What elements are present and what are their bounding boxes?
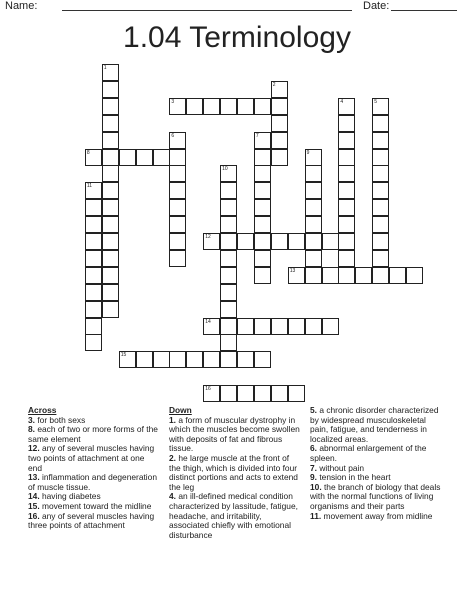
crossword-cell[interactable] bbox=[169, 199, 186, 216]
crossword-cell[interactable] bbox=[271, 132, 288, 149]
crossword-cell[interactable] bbox=[372, 233, 389, 250]
crossword-cell[interactable] bbox=[288, 233, 305, 250]
crossword-cell[interactable] bbox=[169, 149, 186, 166]
down-clue: 2. he large muscle at the front of the thigh, which is divided into four distinct portions and acts to extend the leg bbox=[169, 452, 298, 492]
down-heading: Down bbox=[169, 405, 192, 415]
crossword-cell[interactable] bbox=[322, 267, 339, 284]
crossword-cell[interactable] bbox=[406, 267, 423, 284]
crossword-cell[interactable] bbox=[85, 318, 102, 335]
crossword-cell[interactable] bbox=[85, 284, 102, 301]
crossword-cell[interactable] bbox=[322, 233, 339, 250]
crossword-cell[interactable] bbox=[372, 250, 389, 267]
down-clue: 6. abnormal enlargement of the spleen. bbox=[310, 443, 427, 463]
crossword-cell[interactable] bbox=[271, 318, 288, 335]
crossword-cell[interactable] bbox=[220, 216, 237, 233]
crossword-cell[interactable] bbox=[305, 250, 322, 267]
crossword-cell[interactable] bbox=[254, 318, 271, 335]
crossword-cell[interactable] bbox=[271, 115, 288, 132]
crossword-cell[interactable] bbox=[102, 98, 119, 115]
crossword-cell[interactable] bbox=[85, 301, 102, 318]
crossword-cell[interactable] bbox=[203, 233, 220, 250]
crossword-cell[interactable] bbox=[254, 233, 271, 250]
crossword-cell[interactable] bbox=[288, 318, 305, 335]
crossword-cell[interactable] bbox=[355, 267, 372, 284]
clue-number: 8 bbox=[86, 149, 90, 156]
crossword-cell[interactable] bbox=[271, 98, 288, 115]
crossword-cell[interactable] bbox=[305, 318, 322, 335]
crossword-cell[interactable] bbox=[271, 385, 288, 402]
clue-number: 1 bbox=[103, 65, 107, 71]
down-clues-col1 bbox=[169, 406, 300, 540]
crossword-cell[interactable] bbox=[338, 199, 355, 216]
crossword-cell[interactable] bbox=[237, 98, 254, 115]
crossword-cell[interactable] bbox=[169, 233, 186, 250]
clue-number: 2 bbox=[272, 81, 276, 88]
crossword-cell[interactable] bbox=[169, 132, 186, 149]
crossword-cell[interactable] bbox=[102, 301, 119, 318]
crossword-cell[interactable] bbox=[288, 267, 305, 284]
crossword-cell[interactable] bbox=[372, 182, 389, 199]
crossword-cell[interactable] bbox=[102, 149, 119, 166]
across-clue: 15. movement toward the midline bbox=[28, 500, 152, 511]
crossword-cell[interactable] bbox=[271, 149, 288, 166]
down-clue: 11. movement away from midline bbox=[310, 510, 433, 521]
crossword-cell[interactable] bbox=[322, 318, 339, 335]
crossword-cell[interactable] bbox=[338, 98, 355, 115]
crossword-cell[interactable] bbox=[85, 149, 102, 166]
crossword-cell[interactable] bbox=[119, 351, 136, 368]
crossword-cell[interactable] bbox=[338, 233, 355, 250]
down-clue: 4. an ill-defined medical condition characterized by lassitude, fatigue, headache, and irritability, associated chiefly with emotional disturbance bbox=[169, 491, 298, 540]
crossword-cell[interactable] bbox=[271, 81, 288, 98]
crossword-cell[interactable] bbox=[254, 351, 271, 368]
crossword-cell[interactable] bbox=[85, 334, 102, 351]
down-clue: 9. tension in the heart bbox=[310, 472, 391, 483]
crossword-cell[interactable] bbox=[220, 250, 237, 267]
crossword-cell[interactable] bbox=[102, 64, 119, 81]
crossword-cell[interactable] bbox=[372, 115, 389, 132]
crossword-cell[interactable] bbox=[254, 182, 271, 199]
crossword-cell[interactable] bbox=[372, 165, 389, 182]
crossword-cell[interactable] bbox=[169, 165, 186, 182]
clue-number: 9 bbox=[306, 149, 310, 156]
crossword-cell[interactable] bbox=[305, 149, 322, 166]
crossword-cell[interactable] bbox=[169, 351, 186, 368]
crossword-cell[interactable] bbox=[254, 98, 271, 115]
crossword-cell[interactable] bbox=[305, 165, 322, 182]
crossword-cell[interactable] bbox=[338, 132, 355, 149]
crossword-cell[interactable] bbox=[305, 216, 322, 233]
crossword-cell[interactable] bbox=[254, 199, 271, 216]
clue-number: 13 bbox=[289, 267, 296, 274]
crossword-cell[interactable] bbox=[102, 182, 119, 199]
clue-number: 16 bbox=[205, 386, 211, 393]
across-clue: 12. any of several muscles having two points of attachment at one end bbox=[28, 443, 155, 473]
crossword-cell[interactable] bbox=[203, 98, 220, 115]
clue-number: 4 bbox=[340, 98, 344, 105]
crossword-cell[interactable] bbox=[254, 267, 271, 284]
crossword-cell[interactable] bbox=[338, 216, 355, 233]
clue-number: 10 bbox=[222, 166, 228, 173]
crossword-cell[interactable] bbox=[271, 233, 288, 250]
crossword-cell[interactable] bbox=[254, 149, 271, 166]
crossword-cell[interactable] bbox=[305, 233, 322, 250]
clue-number: 3 bbox=[171, 98, 175, 105]
crossword-cell[interactable] bbox=[237, 318, 254, 335]
crossword-cell[interactable] bbox=[237, 385, 254, 402]
crossword-cell[interactable] bbox=[203, 318, 220, 335]
crossword-cell[interactable] bbox=[102, 216, 119, 233]
crossword-cell[interactable] bbox=[372, 149, 389, 166]
crossword-cell[interactable] bbox=[220, 199, 237, 216]
crossword-cell[interactable] bbox=[85, 216, 102, 233]
crossword-cell[interactable] bbox=[372, 216, 389, 233]
crossword-cell[interactable] bbox=[237, 233, 254, 250]
crossword-cell[interactable] bbox=[169, 216, 186, 233]
clue-number: 12 bbox=[205, 234, 211, 240]
crossword-cell[interactable] bbox=[102, 165, 119, 182]
across-clue: 13. inflammation and degeneration of muscle tissue. bbox=[28, 472, 157, 492]
crossword-cell[interactable] bbox=[220, 301, 237, 318]
crossword-cell[interactable] bbox=[102, 81, 119, 98]
crossword-cell[interactable] bbox=[338, 250, 355, 267]
crossword-cell[interactable] bbox=[119, 149, 136, 166]
clue-number: 6 bbox=[171, 132, 175, 139]
clue-number: 7 bbox=[255, 132, 259, 139]
crossword-cell[interactable] bbox=[136, 351, 153, 368]
crossword-cell[interactable] bbox=[186, 98, 203, 115]
crossword-cell[interactable] bbox=[338, 115, 355, 132]
crossword-cell[interactable] bbox=[169, 98, 186, 115]
down-clue: 10. the branch of biology that deals with the normal functions of living organisms and their parts bbox=[310, 481, 441, 511]
clue-number: 11 bbox=[86, 183, 93, 190]
crossword-cell[interactable] bbox=[254, 216, 271, 233]
crossword-cell[interactable] bbox=[186, 351, 203, 368]
crossword-cell[interactable] bbox=[220, 182, 237, 199]
across-clue: 3. for both sexs bbox=[28, 414, 86, 425]
clue-number: 14 bbox=[205, 318, 211, 325]
crossword-cell[interactable] bbox=[220, 98, 237, 115]
across-heading: Across bbox=[28, 405, 57, 415]
crossword-cell[interactable] bbox=[305, 267, 322, 284]
crossword-cell[interactable] bbox=[254, 385, 271, 402]
crossword-cell[interactable] bbox=[220, 165, 237, 182]
across-clue: 8. each of two or more forms of the same element bbox=[28, 424, 158, 444]
crossword-cell[interactable] bbox=[372, 98, 389, 115]
crossword-cell[interactable] bbox=[203, 385, 220, 402]
crossword-cell[interactable] bbox=[220, 284, 237, 301]
crossword-cell[interactable] bbox=[338, 149, 355, 166]
crossword-cell[interactable] bbox=[220, 233, 237, 250]
crossword-cell[interactable] bbox=[85, 250, 102, 267]
crossword-cell[interactable] bbox=[254, 165, 271, 182]
crossword-cell[interactable] bbox=[237, 351, 254, 368]
across-clue: 14. having diabetes bbox=[28, 491, 101, 502]
clue-number: 15 bbox=[120, 352, 127, 359]
down-clues-col2 bbox=[310, 406, 442, 521]
crossword-cell[interactable] bbox=[102, 115, 119, 132]
crossword-cell[interactable] bbox=[169, 250, 186, 267]
crossword-cell[interactable] bbox=[372, 267, 389, 284]
crossword-cell[interactable] bbox=[305, 182, 322, 199]
crossword-cell[interactable] bbox=[220, 267, 237, 284]
crossword-cell[interactable] bbox=[220, 318, 237, 335]
crossword-cell[interactable] bbox=[305, 199, 322, 216]
crossword-cell[interactable] bbox=[102, 284, 119, 301]
crossword-cell[interactable] bbox=[153, 149, 170, 166]
crossword-cell[interactable] bbox=[85, 267, 102, 284]
crossword-cell[interactable] bbox=[85, 182, 102, 199]
down-clue: 5. a chronic disorder characterized by widespread musculoskeletal pain, fatigue, and tenderness in localized areas. bbox=[310, 405, 439, 444]
crossword-cell[interactable] bbox=[220, 351, 237, 368]
crossword-cell[interactable] bbox=[338, 267, 355, 284]
crossword-cell[interactable] bbox=[169, 182, 186, 199]
crossword-cell[interactable] bbox=[338, 182, 355, 199]
crossword-cell[interactable] bbox=[220, 385, 237, 402]
crossword-cell[interactable] bbox=[389, 267, 406, 284]
down-clue: 1. a form of muscular dystrophy in which the muscles become swollen with deposits of fat and fibrous tissue. bbox=[169, 414, 300, 454]
crossword-cell[interactable] bbox=[85, 199, 102, 216]
crossword-cell[interactable] bbox=[254, 250, 271, 267]
down-clue: 7. without pain bbox=[310, 462, 365, 473]
across-clues bbox=[28, 406, 158, 531]
across-clue: 16. any of several muscles having three points of attachment bbox=[28, 510, 155, 531]
crossword-cell[interactable] bbox=[102, 132, 119, 149]
crossword-cell[interactable] bbox=[102, 267, 119, 284]
crossword-cell[interactable] bbox=[254, 132, 271, 149]
crossword-cell[interactable] bbox=[203, 351, 220, 368]
crossword-cell[interactable] bbox=[102, 233, 119, 250]
crossword-cell[interactable] bbox=[153, 351, 170, 368]
crossword-cell[interactable] bbox=[220, 334, 237, 351]
crossword-cell[interactable] bbox=[288, 385, 305, 402]
name-label: Name: bbox=[5, 0, 38, 12]
page-title: 1.04 Terminology bbox=[123, 21, 351, 54]
crossword-cell[interactable] bbox=[338, 165, 355, 182]
crossword-cell[interactable] bbox=[85, 233, 102, 250]
crossword-cell[interactable] bbox=[136, 149, 153, 166]
crossword-cell[interactable] bbox=[372, 199, 389, 216]
crossword-cell[interactable] bbox=[102, 199, 119, 216]
clue-number: 5 bbox=[374, 98, 377, 105]
crossword-cell[interactable] bbox=[372, 132, 389, 149]
date-label: Date: bbox=[363, 0, 390, 12]
crossword-cell[interactable] bbox=[102, 250, 119, 267]
